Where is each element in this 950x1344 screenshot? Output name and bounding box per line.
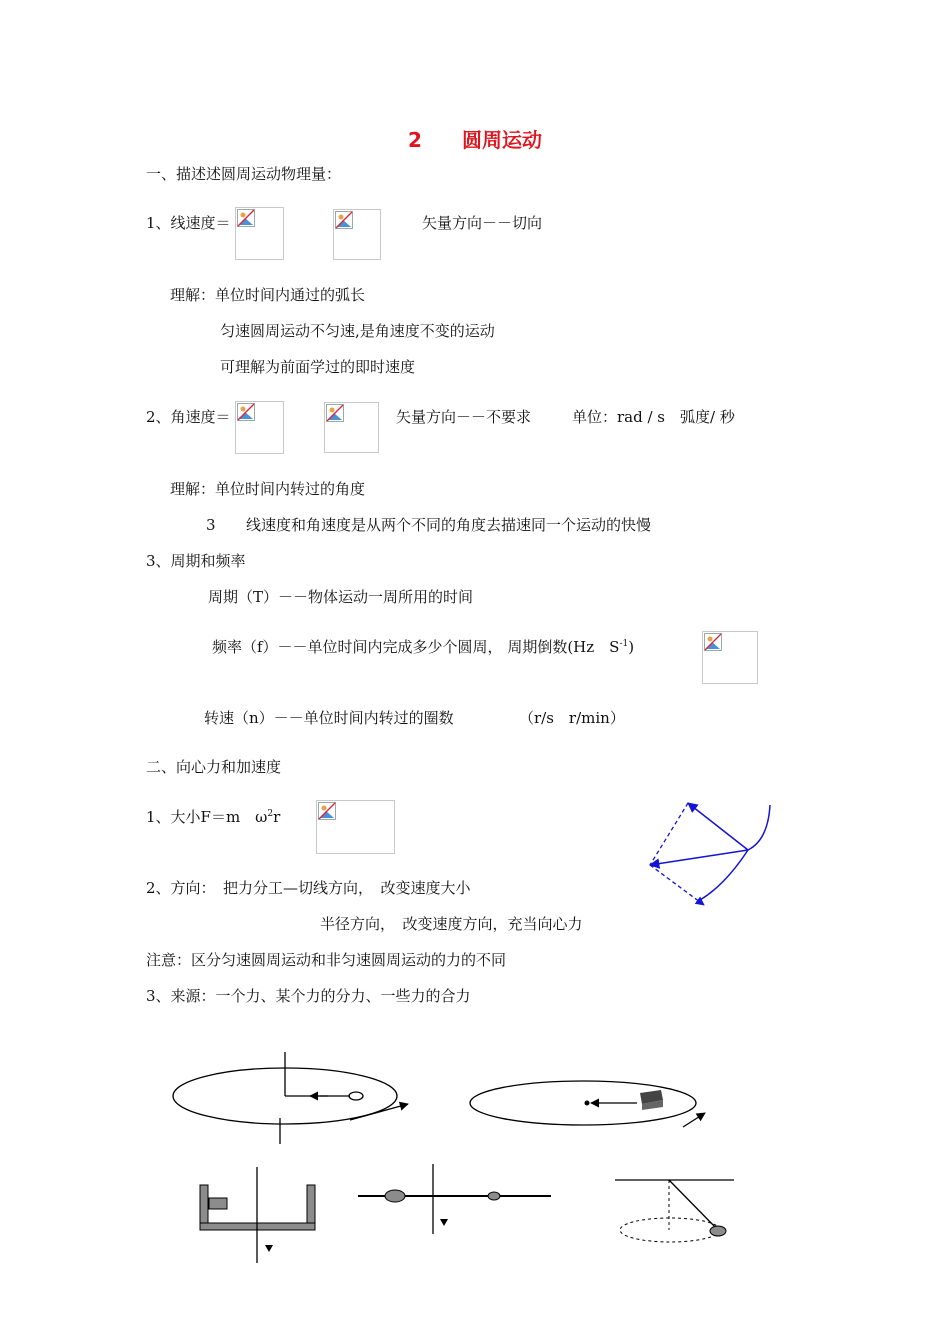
rotation-marker bbox=[440, 1219, 448, 1226]
rotation-marker bbox=[265, 1245, 273, 1252]
centripetal-magnitude: 1、大小F＝m $\omega^2r$ bbox=[146, 808, 281, 826]
ball bbox=[349, 1092, 363, 1100]
conical-pendulum-diagram bbox=[612, 1170, 737, 1250]
bead-right bbox=[488, 1192, 500, 1200]
broken-image-icon bbox=[324, 402, 379, 453]
velocity-arrow bbox=[350, 1104, 408, 1120]
angular-note: 理解：单位时间内转过的角度 bbox=[170, 480, 366, 498]
page-title: 2 圆周运动 bbox=[408, 128, 542, 152]
angular-velocity-direction: 矢量方向－－不要求 bbox=[396, 408, 532, 426]
trajectory-curve bbox=[748, 805, 770, 850]
broken-image-icon bbox=[333, 209, 381, 260]
broken-image-icon bbox=[235, 207, 284, 260]
rod-beads-diagram bbox=[355, 1162, 555, 1237]
rotation-speed-definition: 转速（n）－－单位时间内转过的圈数 bbox=[204, 709, 454, 727]
section1-heading: 一、描述述圆周运动物理量： bbox=[146, 165, 342, 183]
linear-velocity-direction: 矢量方向－－切向 bbox=[422, 214, 543, 232]
angular-note-2: 线速度和角速度是从两个不同的角度去描速同一个运动的快慢 bbox=[246, 516, 652, 534]
rotating-container-diagram bbox=[195, 1165, 320, 1265]
centripetal-direction: 2、方向： 把力分工—切线方向， 改变速度大小 bbox=[146, 879, 471, 897]
bead-left bbox=[385, 1190, 405, 1202]
period-heading: 3、周期和频率 bbox=[146, 552, 246, 570]
resultant-force-arrow bbox=[650, 850, 748, 865]
angular-velocity-label: 2、角速度＝ bbox=[146, 408, 231, 426]
frequency-definition: 频率（f）－－单位时间内完成多少个圆周， 周期倒数(Hz $S^{-1}$) bbox=[212, 638, 635, 656]
broken-image-icon bbox=[316, 800, 395, 854]
linear-velocity-label: 1、线速度＝ bbox=[146, 214, 231, 232]
center-point bbox=[585, 1101, 590, 1106]
angular-velocity-unit: 单位：rad / s 弧度/ 秒 bbox=[572, 408, 735, 426]
broken-image-icon bbox=[702, 631, 758, 684]
angular-note-2-number: 3 bbox=[206, 516, 216, 534]
force-decomposition-diagram bbox=[640, 795, 780, 915]
note-text: 注意：区分匀速圆周运动和非匀速圆周运动的力的不同 bbox=[146, 951, 507, 969]
linear-note: 理解：单位时间内通过的弧长 bbox=[170, 286, 366, 304]
rotation-speed-units: （r/s r/min） bbox=[519, 709, 625, 727]
linear-note-2: 匀速圆周运动不匀速,是角速度不变的运动 bbox=[220, 322, 495, 340]
dashed-component-line bbox=[650, 803, 688, 865]
circular-path bbox=[620, 1218, 720, 1242]
dashed-radial-arrow bbox=[650, 865, 704, 905]
force-source: 3、来源：一个力、某个力的分力、一些力的合力 bbox=[146, 987, 471, 1005]
trajectory-curve-lower bbox=[700, 850, 748, 900]
broken-image-icon bbox=[235, 401, 284, 454]
turntable-block-diagram bbox=[465, 1075, 715, 1135]
pendulum-bob bbox=[710, 1226, 726, 1236]
turntable-string-diagram bbox=[170, 1048, 415, 1148]
period-definition: 周期（T）－－物体运动一周所用的时间 bbox=[208, 588, 474, 606]
centripetal-direction-2: 半径方向， 改变速度方向，充当向心力 bbox=[320, 915, 583, 933]
section2-heading: 二、向心力和加速度 bbox=[146, 758, 282, 776]
linear-note-3: 可理解为前面学过的即时速度 bbox=[220, 358, 416, 376]
object-on-wall bbox=[209, 1198, 227, 1209]
tangent-force-arrow bbox=[688, 803, 748, 850]
velocity-arrow bbox=[683, 1113, 705, 1127]
